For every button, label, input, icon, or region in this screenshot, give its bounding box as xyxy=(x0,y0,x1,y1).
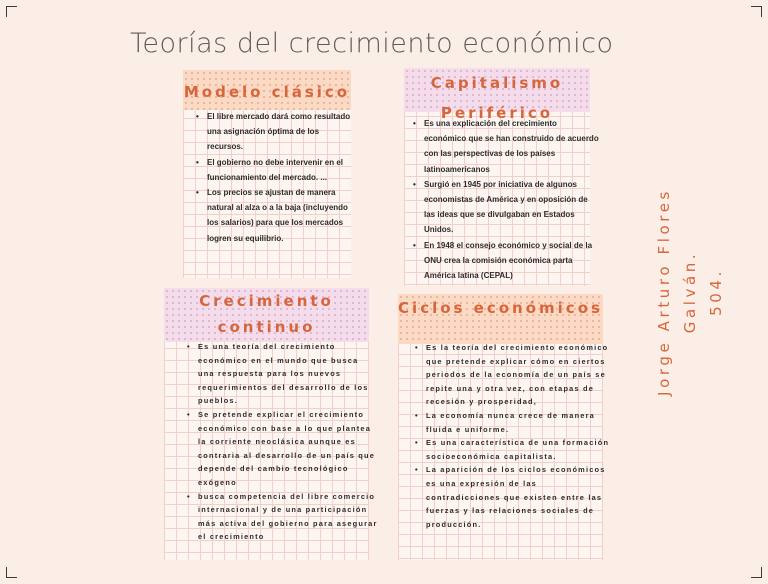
page-title: Teorías del crecimiento económico xyxy=(130,28,614,59)
list-item: • Es una explicación del crecimiento económico que se han construido de acuerdo con las perspectivas de los países latinoamericanos xyxy=(424,116,600,177)
heading-capitalismo-periferico: Capitalismo Periférico xyxy=(404,68,590,112)
author-name: Jorge Arturo Flores Galván. xyxy=(655,188,699,396)
list-item: • El libre mercado dará como resultado una asignación óptima de los recursos. xyxy=(207,109,357,155)
list-item: • Es la teoría del crecimiento económico que pretende explicar cómo en ciertos periodos de la economía de un país se repite una y otra vez, con etapas de recesión y prosperidad, xyxy=(426,341,612,409)
list-modelo-clasico xyxy=(195,109,357,246)
heading-modelo-clasico: Modelo clásico xyxy=(183,70,351,110)
corner-mark xyxy=(6,6,17,17)
corner-mark xyxy=(6,567,17,578)
list-item: • Los precios se ajustan de manera natural al alza o a la baja (incluyendo los salarios) para que los mercados logren su equilibrio. xyxy=(207,185,357,246)
list-crecimiento-continuo xyxy=(186,340,378,544)
author-group: 504. xyxy=(707,268,725,316)
list-item: • Surgió en 1945 por iniciativa de algunos economistas de América y en oposición de las ideas que se divulgaban en Estados Unidos. xyxy=(424,177,600,238)
author-signature xyxy=(651,162,729,422)
list-item: • Es una teoría del crecimiento económico en el mundo que busca una respuesta para los nuevos requerimientos del desarrollo de los pueblos. xyxy=(198,340,378,408)
corner-mark xyxy=(751,567,762,578)
list-item: • Es una característica de una formación socioeconómica capitalista. xyxy=(426,436,612,463)
list-item: • busca competencia del libre comercio internacional y de una participación más activa del gobierno para asegurar el crecimiento xyxy=(198,490,378,544)
list-item: • En 1948 el consejo económico y social de la ONU crea la comisión económica parta América latina (CEPAL) xyxy=(424,238,600,284)
corner-mark xyxy=(751,6,762,17)
list-ciclos-economicos xyxy=(414,341,612,531)
heading-ciclos-economicos: Ciclos económicos xyxy=(398,294,603,344)
heading-crecimiento-continuo: Crecimiento continuo xyxy=(164,288,369,342)
list-item: • Se pretende explicar el crecimiento económico con base a lo que plantea la corriente neoclásica aunque es contraria al desarrollo de un país que depende del cambio tecnológico exógeno xyxy=(198,408,378,490)
list-capitalismo-periferico xyxy=(412,116,600,283)
list-item: • La aparición de los ciclos económicos es una expresión de las contradicciones que existen entre las fuerzas y las relaciones sociales de producción. xyxy=(426,463,612,531)
list-item: • El gobierno no debe intervenir en el funcionamiento del mercado. ... xyxy=(207,155,357,185)
list-item: • La economía nunca crece de manera fluida e uniforme. xyxy=(426,409,612,436)
